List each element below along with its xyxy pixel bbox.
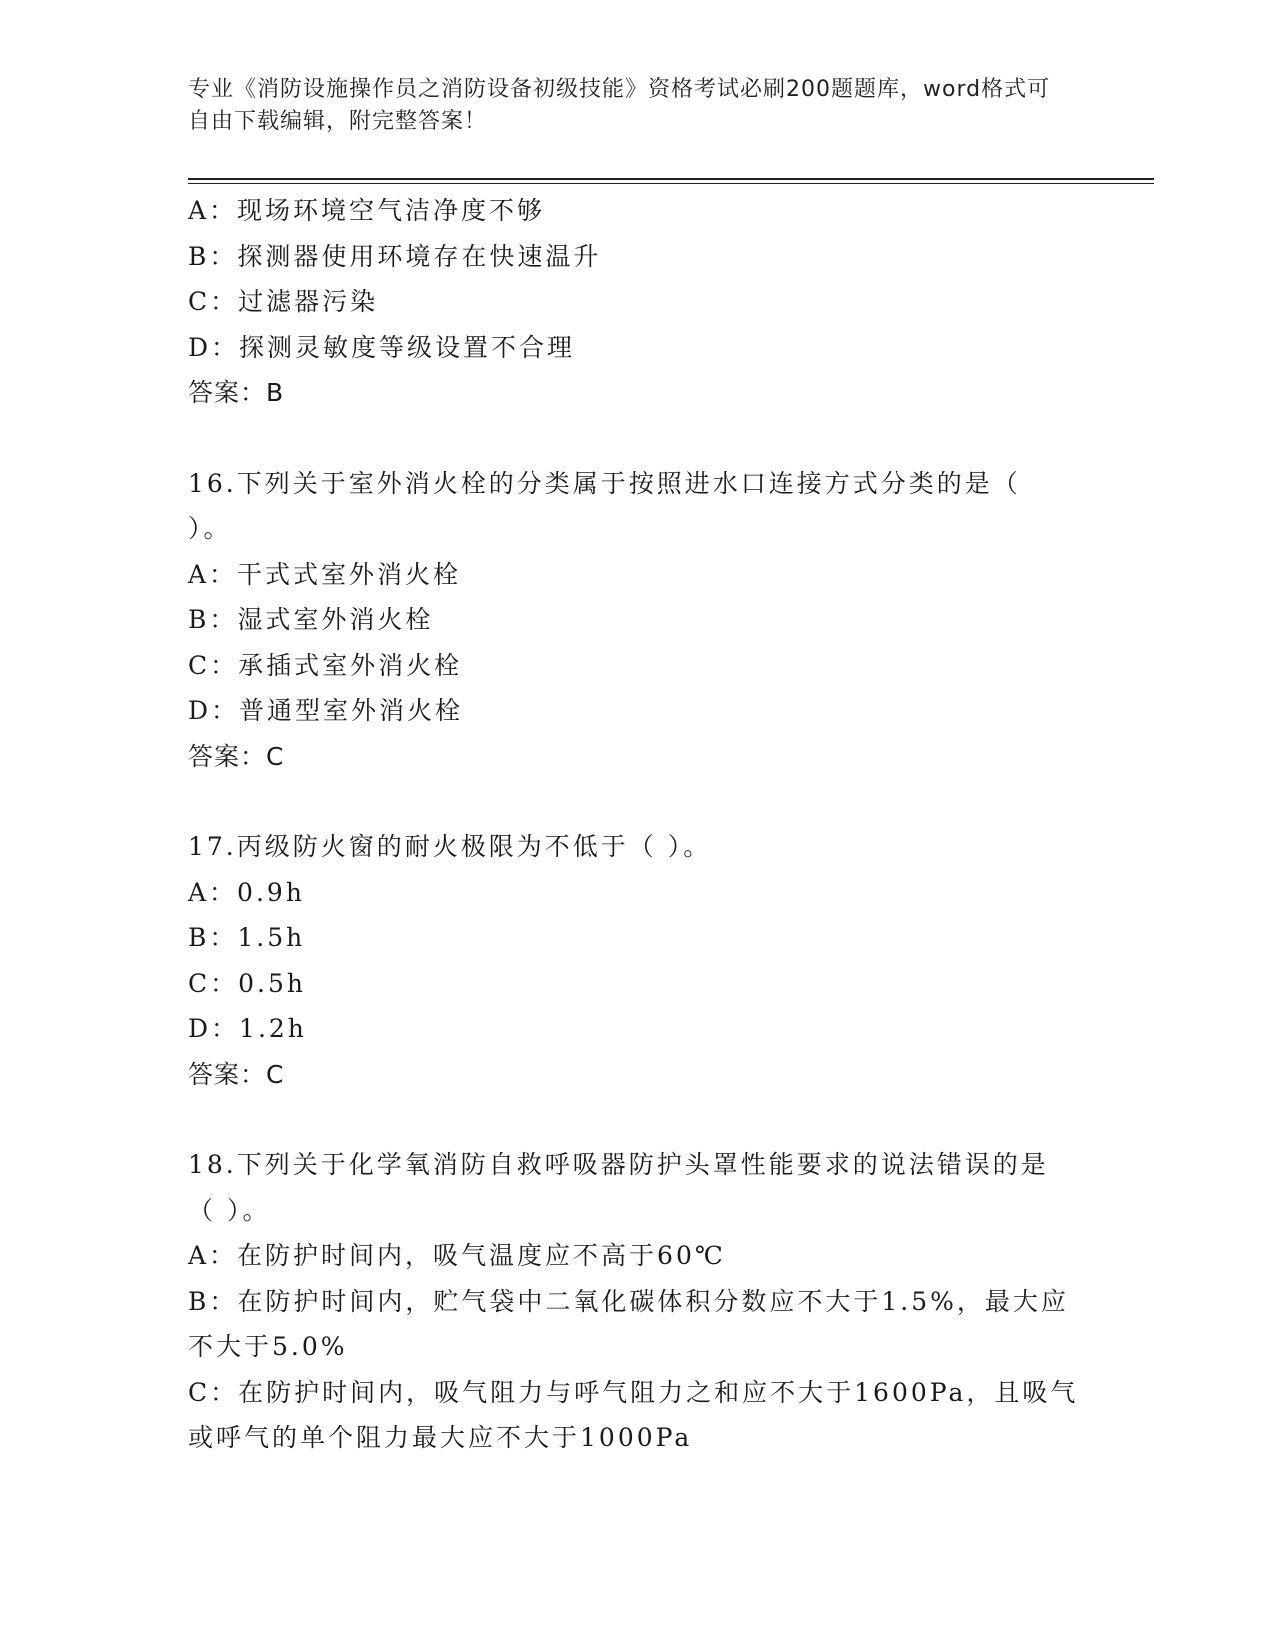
q16-option-c: C：承插式室外消火栓 xyxy=(188,650,463,680)
document-header: 专业《消防设施操作员之消防设备初级技能》资格考试必刷200题题库，word格式可自由下载编辑，附完整答案！ xyxy=(188,77,1051,134)
spacer xyxy=(188,416,1088,461)
question-content xyxy=(188,188,1088,1461)
q18-question-line1: 18.下列关于化学氧消防自救呼吸器防护头罩性能要求的说法错误的是 xyxy=(188,1150,1049,1179)
q17-answer: 答案：C xyxy=(188,1059,285,1089)
header-divider-thin xyxy=(188,183,1154,184)
q18-question-line2: （ ）。 xyxy=(188,1195,271,1225)
q18-option-c-line2: 或呼气的单个阻力最大应不大于1000Pa xyxy=(188,1423,693,1452)
q16-option-a: A：干式式室外消火栓 xyxy=(188,559,462,589)
q16-question-line2: ）。 xyxy=(188,514,232,543)
q17-option-a: A：0.9h xyxy=(188,877,305,907)
q17-question: 17.丙级防火窗的耐火极限为不低于（ ）。 xyxy=(188,832,712,861)
spacer xyxy=(188,779,1088,824)
q15-answer: 答案：B xyxy=(188,378,285,407)
q17-option-d: D：1.2h xyxy=(188,1014,307,1043)
q18-option-b-line1: B：在防护时间内，贮气袋中二氧化碳体积分数应不大于1.5%，最大应 xyxy=(188,1286,1069,1316)
q18-option-c-line1: C：在防护时间内，吸气阻力与呼气阻力之和应不大于1600Pa，且吸气 xyxy=(188,1377,1079,1407)
q15-option-a: A：现场环境空气洁净度不够 xyxy=(188,196,546,225)
q16-answer: 答案：C xyxy=(188,741,285,771)
q16-question-line1: 16.下列关于室外消火栓的分类属于按照进水口连接方式分类的是（ xyxy=(188,468,1021,498)
q15-option-b: B：探测器使用环境存在快速温升 xyxy=(188,241,602,271)
spacer xyxy=(188,1097,1088,1142)
q18-option-a: A：在防护时间内，吸气温度应不高于60℃ xyxy=(188,1241,726,1270)
q15-option-c: C：过滤器污染 xyxy=(188,287,379,316)
q17-option-b: B：1.5h xyxy=(188,923,306,952)
q17-option-c: C：0.5h xyxy=(188,968,306,998)
header-divider-thick xyxy=(188,178,1154,180)
q16-option-b: B：湿式室外消火栓 xyxy=(188,605,434,634)
q16-option-d: D：普通型室外消火栓 xyxy=(188,696,464,725)
q18-option-b-line2: 不大于5.0% xyxy=(188,1332,348,1361)
q15-option-d: D：探测灵敏度等级设置不合理 xyxy=(188,332,576,362)
